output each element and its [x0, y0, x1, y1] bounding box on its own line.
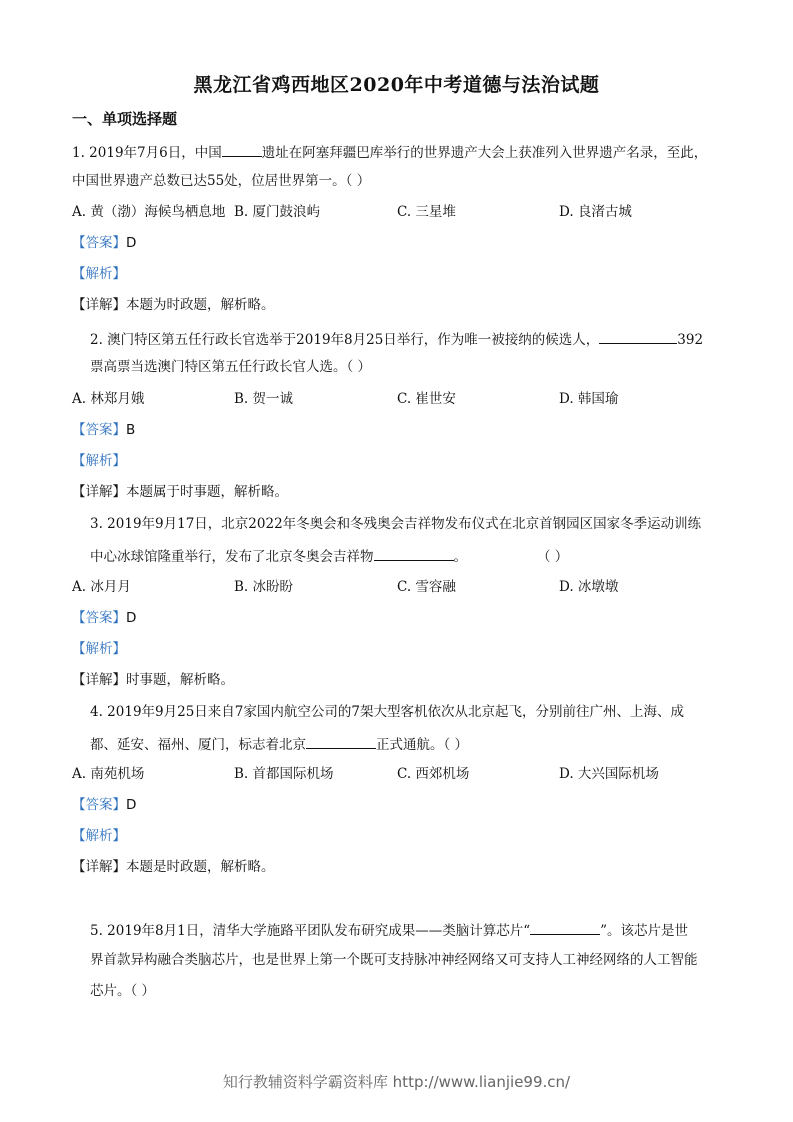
q5-blank	[530, 920, 600, 935]
analysis-label: 【解析】	[72, 641, 126, 657]
q2-blank	[599, 329, 677, 344]
q5-line-1	[90, 920, 688, 940]
q1-option-b: B. 厦门鼓浪屿	[234, 204, 321, 220]
q3-text-a: 中心冰球馆隆重举行，发布了北京冬奥会吉祥物	[90, 549, 374, 565]
q4-option-c: C. 西郊机场	[397, 766, 470, 782]
detail-label: 【详解】	[72, 672, 126, 688]
q3-analysis	[72, 640, 126, 658]
q2-text-b: 392	[677, 332, 704, 348]
detail-text: 本题属于时事题，解析略。	[126, 484, 288, 500]
answer-label: 【答案】	[72, 610, 126, 626]
detail-label: 【详解】	[72, 859, 126, 875]
q5-line-2: 界首款异构融合类脑芯片，也是世界上第一个既可支持脉冲神经网络又可支持人工神经网络的人工智能	[90, 952, 698, 968]
detail-label: 【详解】	[72, 484, 126, 500]
q3-option-b: B. 冰盼盼	[234, 579, 294, 595]
q3-blank	[374, 546, 454, 561]
q1-option-d: D. 良渚古城	[559, 204, 632, 220]
q3-option-c: C. 雪容融	[397, 579, 456, 595]
answer-label: 【答案】	[72, 235, 126, 251]
q1-option-c: C. 三星堆	[397, 204, 456, 220]
answer-value: D	[126, 235, 137, 251]
detail-text: 本题为时政题，解析略。	[126, 297, 275, 313]
answer-value: D	[126, 610, 137, 626]
answer-value: D	[126, 797, 137, 813]
q1-answer	[72, 234, 136, 252]
analysis-label: 【解析】	[72, 453, 126, 469]
q5-text-a: 5. 2019年8月1日，清华大学施路平团队发布研究成果——类脑计算芯片“	[90, 923, 531, 939]
q2-detail	[72, 483, 288, 501]
q3-option-d: D. 冰墩墩	[559, 579, 619, 595]
detail-text: 本题是时政题，解析略。	[126, 859, 275, 875]
q3-line-2	[90, 546, 568, 566]
q1-analysis	[72, 265, 126, 283]
q3-answer	[72, 609, 136, 627]
q4-line-1: 4. 2019年9月25日来自7家国内航空公司的7架大型客机依次从北京起飞，分别前往广州、上海、成	[90, 704, 684, 720]
q1-option-a: A. 黄（渤）海候鸟栖息地	[72, 204, 226, 220]
answer-value: B	[126, 422, 136, 438]
q2-option-c: C. 崔世安	[397, 391, 456, 407]
q2-answer	[72, 421, 135, 439]
q2-analysis	[72, 452, 126, 470]
detail-text: 时事题，解析略。	[126, 672, 234, 688]
q3-text-c: （ ）	[537, 549, 569, 565]
answer-label: 【答案】	[72, 422, 126, 438]
q4-text-a: 都、延安、福州、厦门，标志着北京	[90, 737, 306, 753]
q3-text-b: 。	[453, 549, 467, 565]
q5-line-3: 芯片。（ ）	[90, 983, 156, 999]
q1-detail	[72, 296, 275, 314]
q3-detail	[72, 671, 234, 689]
answer-label: 【答案】	[72, 797, 126, 813]
q2-text-a: 2. 澳门特区第五任行政长官选举于2019年8月25日举行，作为唯一被接纳的候选人，	[90, 332, 600, 348]
q2-option-d: D. 韩国瑜	[559, 391, 619, 407]
q1-line-1	[72, 142, 707, 162]
q5-text-b: ”。该芯片是世	[600, 923, 689, 939]
q4-text-b: 正式通航。（ ）	[376, 737, 469, 753]
section-heading: 一、单项选择题	[72, 110, 178, 128]
q4-answer	[72, 796, 136, 814]
q3-line-1: 3. 2019年9月17日，北京2022年冬奥会和冬残奥会吉祥物发布仪式在北京首钢园区国家冬季运动训练	[90, 516, 702, 532]
q4-option-a: A. 南苑机场	[72, 766, 145, 782]
q1-line-2: 中国世界遗产总数已达55处，位居世界第一。（ ）	[72, 173, 371, 189]
detail-label: 【详解】	[72, 297, 126, 313]
q4-analysis	[72, 827, 126, 845]
q4-blank	[306, 734, 376, 749]
page-title: 黑龙江省鸡西地区2020年中考道德与法治试题	[193, 74, 600, 96]
q2-option-b: B. 贺一诚	[234, 391, 294, 407]
q2-line-1	[90, 329, 703, 349]
q4-option-d: D. 大兴国际机场	[559, 766, 659, 782]
footer-watermark: 知行教辅资料学霸资料库 http://www.lianjie99.cn/	[222, 1073, 571, 1091]
q4-detail	[72, 858, 275, 876]
analysis-label: 【解析】	[72, 266, 126, 282]
q1-blank	[222, 142, 262, 157]
q2-line-2: 票高票当选澳门特区第五任行政长官人选。（ ）	[90, 359, 372, 375]
q4-line-2	[90, 734, 468, 754]
q3-option-a: A. 冰月月	[72, 579, 131, 595]
q4-option-b: B. 首都国际机场	[234, 766, 334, 782]
q2-option-a: A. 林郑月娥	[72, 391, 145, 407]
q1-text-b: 遗址在阿塞拜疆巴库举行的世界遗产大会上获准列入世界遗产名录，至此，	[261, 145, 708, 161]
analysis-label: 【解析】	[72, 828, 126, 844]
q1-text-a: 1. 2019年7月6日，中国	[72, 145, 222, 161]
